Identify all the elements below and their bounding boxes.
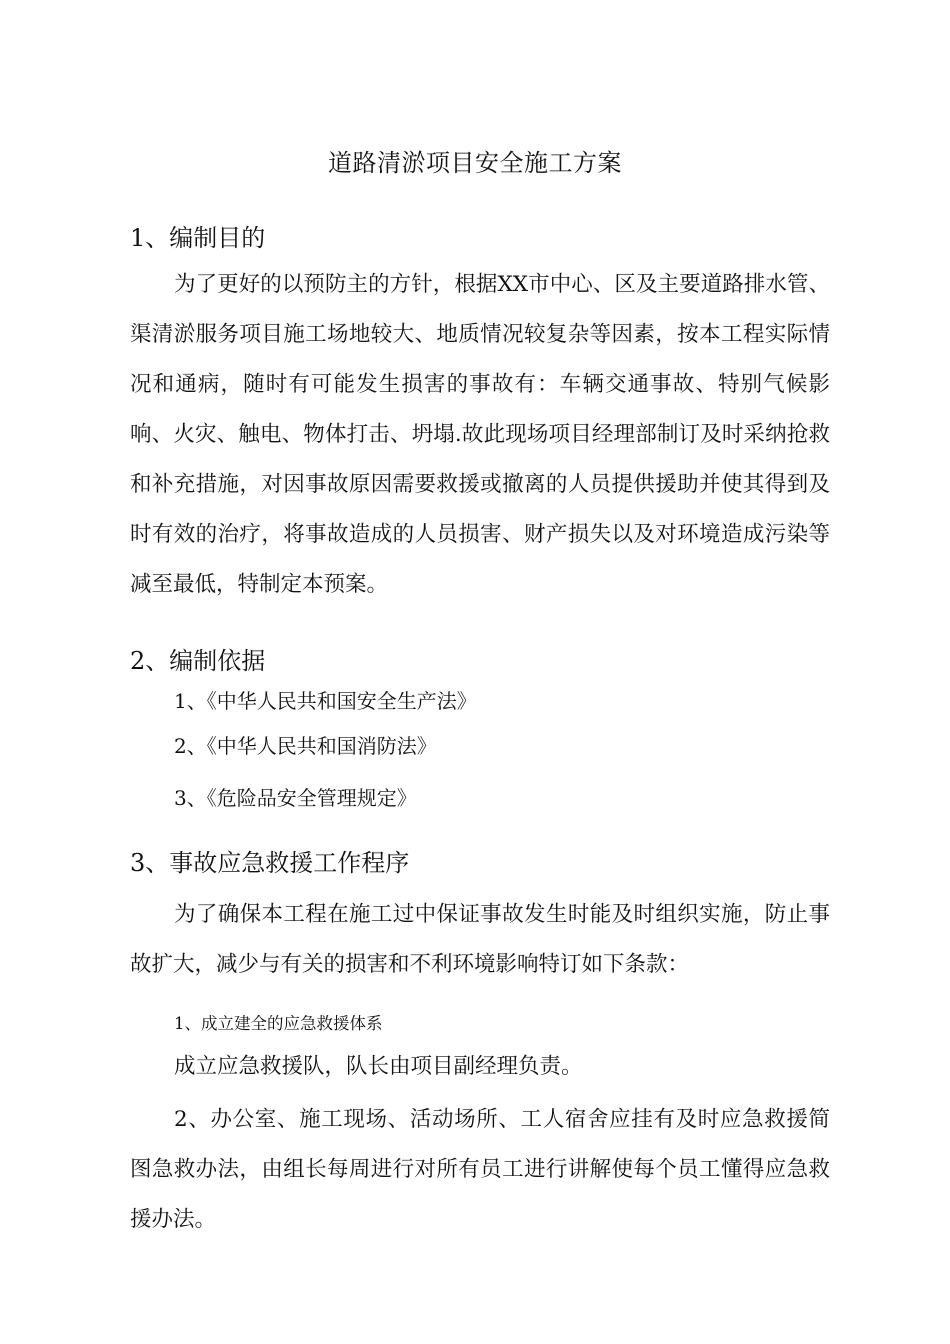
sub-item-heading: 1、成立建全的应急救援体系 [174,1014,383,1033]
sub-item-text: 成立应急救援队，队长由项目副经理负责。 [174,1054,583,1079]
reference-item: 2、《中华人民共和国消防法》 [174,734,437,758]
document-title: 道路清淤项目安全施工方案 [328,149,622,177]
section-3-heading: 3、事故应急救援工作程序 [130,849,410,877]
section-1-heading: 1、编制目的 [130,224,266,252]
sub-item-2-paragraph: 2、办公室、施工现场、活动场所、工人宿舍应挂有及时应急救援简图急救办法，由组长每周进行对所有员工进行讲解使每个员工懂得应急救援办法。 [130,1107,830,1232]
section-1-paragraph: 为了更好的以预防主的方针，根据XX市中心、区及主要道路排水管、渠清淤服务项目施工场地较大、地质情况较复杂等因素，按本工程实际情况和通病，随时有可能发生损害的事故有：车辆交通事故、特别气候影响、火灾、触电、物体打击、坍塌.故此现场项目经理部制订及时采纳抢救和补充措施，对因事故原因需要救援或撤离的人员提供援助并使其得到及时有效的治疗，将事故造成的人员损害、财产损失以及对环境造成污染等减至最低，特制定本预案。 [130,272,830,597]
reference-item: 3、《危险品安全管理规定》 [174,786,417,810]
section-2-heading: 2、编制依据 [130,647,266,675]
reference-item: 1、《中华人民共和国安全生产法》 [174,689,477,713]
section-3-paragraph: 为了确保本工程在施工过中保证事故发生时能及时组织实施，防止事故扩大，减少与有关的损害和不利环境影响特订如下条款： [130,902,830,977]
